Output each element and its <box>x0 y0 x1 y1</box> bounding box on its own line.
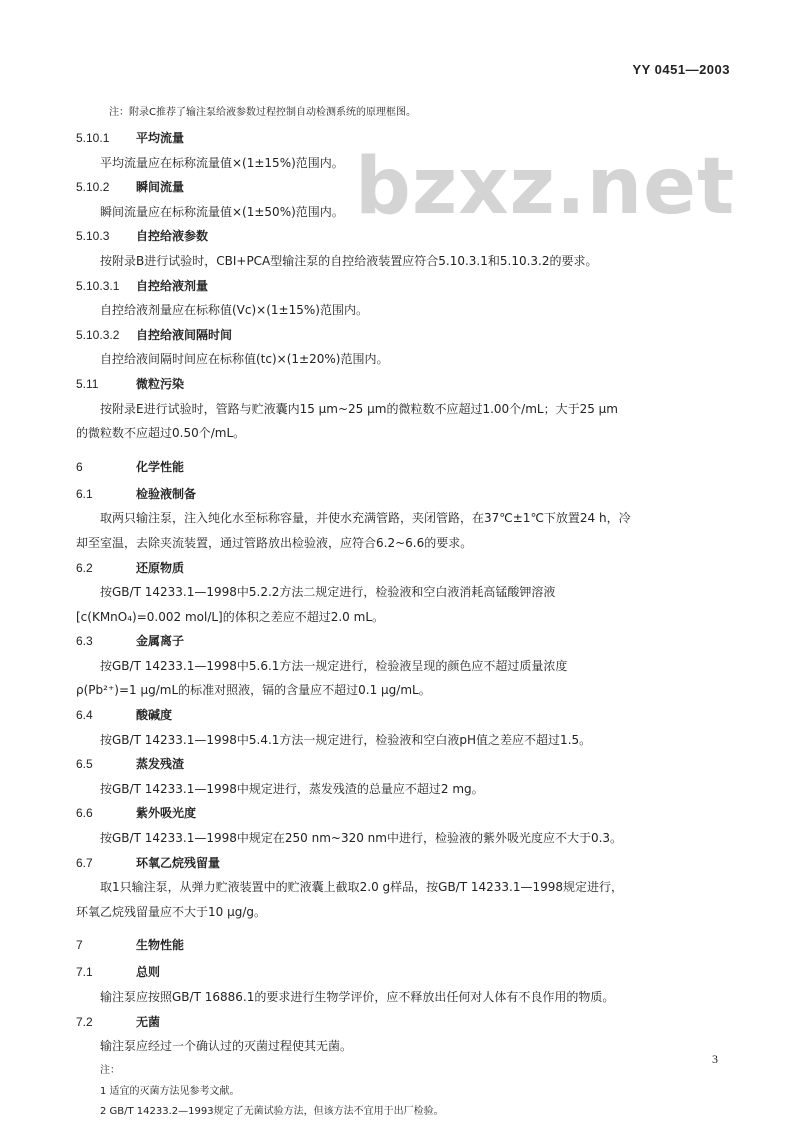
section-number: 6.3 <box>76 634 93 649</box>
paragraph-line: 按GB/T 14233.1—1998中规定在250 nm~320 nm中进行，检验液的紫外吸光度应不大于0.3。 <box>100 831 623 846</box>
section-heading <box>76 924 736 960</box>
section-number: 6.5 <box>76 757 93 772</box>
section-title: 总则 <box>136 965 161 980</box>
note-item: 2 GB/T 14233.2—1993规定了无菌试验方法，但该方法不宜用于出厂检验。 <box>100 1105 444 1117</box>
paragraph-line: 按GB/T 14233.1—1998中5.4.1方法一规定进行，检验液和空白液pH值之差应不超过1.5。 <box>100 732 592 747</box>
section-number: 6.1 <box>76 486 93 501</box>
section-number: 5.10.3.1 <box>76 278 120 293</box>
section-title: 酸碱度 <box>136 708 173 723</box>
sections-container <box>76 126 736 1059</box>
section-heading <box>76 175 736 200</box>
section-heading <box>76 752 736 777</box>
paragraph-line: 却至室温，去除夹流装置，通过管路放出检验液，应符合6.2~6.6的要求。 <box>76 535 473 550</box>
section-number: 6 <box>76 459 83 474</box>
section-title: 紫外吸光度 <box>136 806 197 821</box>
section-number: 6.7 <box>76 855 93 870</box>
paragraph-line: 输注泵应经过一个确认过的灭菌过程使其无菌。 <box>100 1039 353 1054</box>
section-heading <box>76 629 736 654</box>
section-title: 还原物质 <box>136 560 185 575</box>
section-number: 6.2 <box>76 560 93 575</box>
section-heading <box>76 274 736 299</box>
top-note: 注：附录C推荐了输注泵给液参数过程控制自动检测系统的原理框图。 <box>109 107 416 118</box>
section-heading <box>76 556 736 581</box>
section-number: 5.11 <box>76 376 99 391</box>
section-heading <box>76 851 736 876</box>
section-heading <box>76 1010 736 1035</box>
section-title: 化学性能 <box>136 459 185 474</box>
paragraph-line: 平均流量应在标称流量值×(1±15%)范围内。 <box>100 155 344 170</box>
section-title: 自控给液剂量 <box>136 278 209 293</box>
section-title: 自控给液间隔时间 <box>136 327 233 342</box>
paragraph-line: ρ(Pb²⁺)=1 μg/mL的标准对照液，镉的含量应不超过0.1 μg/mL。 <box>76 683 431 698</box>
section-heading <box>76 703 736 728</box>
section-number: 7.2 <box>76 1014 93 1029</box>
document-code: YY 0451—2003 <box>632 62 730 77</box>
paragraph-line: 环氧乙烷残留量应不大于10 μg/g。 <box>76 904 266 919</box>
section-heading <box>76 372 736 397</box>
paragraph-line: 自控给液剂量应在标称值(Vc)×(1±15%)范围内。 <box>100 303 368 318</box>
section-title: 无菌 <box>136 1014 161 1029</box>
paragraph-line: 按GB/T 14233.1—1998中5.6.1方法一规定进行，检验液呈现的颜色应不超过质量浓度 <box>100 658 568 673</box>
section-title: 微粒污染 <box>136 376 185 391</box>
notes-label: 注： <box>100 1064 120 1076</box>
page-number: 3 <box>712 1052 718 1066</box>
section-heading <box>76 801 736 826</box>
paragraph-line: 取两只输注泵，注入纯化水至标称容量，并使水充满管路，夹闭管路，在37℃±1℃下放置24 h，冷 <box>100 511 631 526</box>
section-number: 7 <box>76 938 83 953</box>
section-number: 5.10.2 <box>76 180 110 195</box>
section-number: 6.4 <box>76 708 93 723</box>
section-title: 自控给液参数 <box>136 229 209 244</box>
section-heading <box>76 323 736 348</box>
section-heading <box>76 960 736 985</box>
section-heading <box>76 224 736 249</box>
paragraph-line: [c(KMnO₄)=0.002 mol/L]的体积之差应不超过2.0 mL。 <box>76 609 384 624</box>
section-title: 检验液制备 <box>136 486 197 501</box>
note-item: 1 适宜的灭菌方法见参考文献。 <box>100 1085 240 1097</box>
section-title: 瞬间流量 <box>136 180 185 195</box>
section-number: 5.10.3.2 <box>76 327 120 342</box>
section-heading <box>76 126 736 151</box>
section-heading <box>76 482 736 507</box>
section-number: 6.6 <box>76 806 93 821</box>
paragraph-line: 自控给液间隔时间应在标称值(tc)×(1±20%)范围内。 <box>100 352 389 367</box>
paragraph-line: 按GB/T 14233.1—1998中规定进行，蒸发残渣的总量应不超过2 mg。 <box>100 781 484 796</box>
section-heading <box>76 446 736 482</box>
paragraph-line: 按附录B进行试验时，CBI+PCA型输注泵的自控给液装置应符合5.10.3.1和5.10.3.2的要求。 <box>100 253 598 268</box>
document-body <box>76 104 736 1121</box>
paragraph-line: 的微粒数不应超过0.50个/mL。 <box>76 426 246 441</box>
paragraph-line: 取1只输注泵，从弹力贮液装置中的贮液囊上截取2.0 g样品，按GB/T 14233.1—1998规定进行， <box>100 880 624 895</box>
paragraph-line: 输注泵应按照GB/T 16886.1的要求进行生物学评价，应不释放出任何对人体有不良作用的物质。 <box>100 990 615 1004</box>
section-title: 平均流量 <box>136 131 185 145</box>
section-title: 生物性能 <box>136 938 185 953</box>
section-title: 环氧乙烷残留量 <box>136 855 221 870</box>
paragraph-line: 按附录E进行试验时，管路与贮液囊内15 μm~25 μm的微粒数不应超过1.00个/mL；大于25 μm <box>100 401 619 416</box>
paragraph-line: 按GB/T 14233.1—1998中5.2.2方法二规定进行，检验液和空白液消耗高锰酸钾溶液 <box>100 585 556 600</box>
section-number: 7.1 <box>76 965 93 980</box>
section-title: 金属离子 <box>136 634 185 649</box>
watermark: bzxz.net <box>355 142 736 232</box>
section-title: 蒸发残渣 <box>136 757 185 772</box>
section-number: 5.10.1 <box>76 131 110 145</box>
paragraph-line: 瞬间流量应在标称流量值×(1±50%)范围内。 <box>100 204 344 219</box>
section-number: 5.10.3 <box>76 229 110 244</box>
